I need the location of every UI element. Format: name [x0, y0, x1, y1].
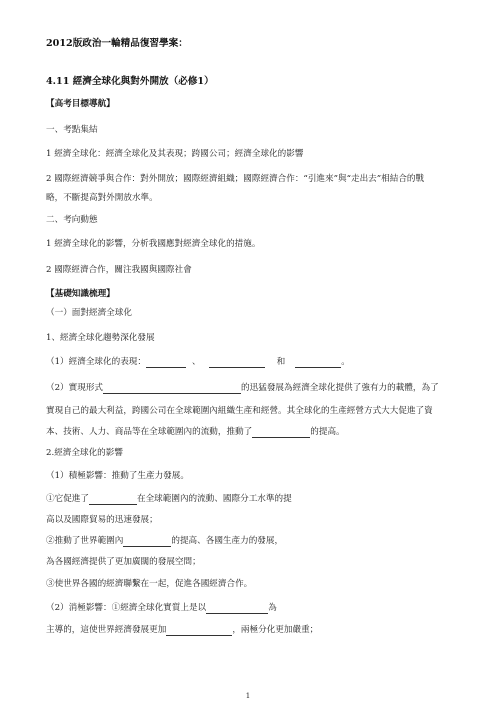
text-fragment: 的提高。 [310, 427, 345, 437]
text-shixian-3 [46, 426, 452, 438]
text-fragment: 主導的，這使世界經濟發展更加 [46, 625, 167, 635]
text-jiji-2 [46, 535, 452, 547]
fill-blank[interactable] [209, 358, 265, 368]
text-fragment: ②推動了世界範圍內 [46, 536, 124, 546]
text-fragment: 的迅猛發展為經濟全球化提供了強有力的載體，為了 [241, 383, 439, 393]
text-jiji-2c: 為各國經濟提供了更加廣闊的發展空間； [46, 557, 201, 567]
text-jiji-1c: 高以及國際貿易的迅速發展； [46, 515, 158, 525]
section-header-jichu: 【基礎知識梳理】 [46, 289, 115, 299]
text-xiaoji-2 [46, 624, 452, 636]
text-fragment: （2）消極影響：①經濟全球化實質上是以 [46, 603, 207, 613]
text-fragment: 為 [268, 603, 277, 613]
text-kaoxiang-1: 1 經濟全球化的影響，分析我國應對經濟全球化的措施。 [46, 239, 261, 249]
fill-blank[interactable] [206, 604, 268, 614]
doc-subtitle: 4.11 經濟全球化與對外開放（必修1） [46, 76, 214, 87]
text-shixian [46, 382, 452, 394]
text-kaoxiang-2: 2 國際經濟合作，關注我國與國際社會 [46, 265, 192, 275]
text-kaodian: 一、考點集結 [46, 125, 98, 135]
page-number: 1 [245, 692, 251, 700]
text-fragment: （1）經濟全球化的表現： [46, 357, 146, 367]
section-header-kaogang: 【高考目標導航】 [46, 99, 115, 109]
text-fragment: 和 [276, 357, 286, 367]
text-kaoxiang: 二、考向動態 [46, 215, 98, 225]
text-shixian-2: 實現自己的最大利益，跨國公司在全球範圍內組織生產和經營。其全球化的生產經營方式大大促進了資 [46, 406, 433, 416]
fill-blank[interactable] [146, 358, 186, 368]
fill-blank[interactable] [252, 428, 310, 438]
text-qushi: 1、經濟全球化趨勢深化發展 [46, 333, 155, 343]
text-fragment: （2）實現形式 [46, 383, 104, 393]
text-kaodian-2b: 略，不斷提高對外開放水準。 [46, 193, 158, 203]
text-xiaoji [46, 602, 452, 614]
text-fragment: 本、技術、人力、商品等在全球範圍內的流動，推動了 [46, 427, 253, 437]
fill-blank[interactable] [89, 495, 137, 505]
text-yingxiang: 2.經濟全球化的影響 [46, 448, 123, 458]
text-kaodian-1: 1 經濟全球化：經濟全球化及其表現；跨國公司；經濟全球化的影響 [46, 149, 304, 159]
text-fragment: 。 [341, 357, 350, 367]
text-fragment: 的提高、各國生產力的發展， [171, 536, 284, 546]
fill-blank[interactable] [103, 384, 241, 394]
doc-title: 2012版政治一輪精品復習學案： [46, 38, 188, 49]
fill-blank[interactable] [166, 626, 232, 636]
text-biaoxian [46, 356, 452, 368]
text-fragment: ，兩極分化更加嚴重； [232, 625, 319, 635]
text-jiji-3: ③使世界各國的經濟聯繫在一起，促進各國經濟合作。 [46, 579, 253, 589]
text-jiji-1 [46, 493, 452, 505]
text-jiji: （1）積極影響：推動了生產力發展。 [46, 471, 189, 481]
fill-blank[interactable] [123, 537, 171, 547]
text-fragment: 在全球範圍內的流動、國際分工水準的提 [136, 494, 292, 504]
text-mianxiang: （一）面對經濟全球化 [46, 308, 132, 318]
text-fragment: 、 [192, 357, 201, 367]
fill-blank[interactable] [295, 358, 341, 368]
text-kaodian-2a: 2 國際經濟競爭與合作：對外開放；國際經濟組織；國際經濟合作：“引進來”與“走出去”相結合的戰 [46, 174, 425, 184]
text-fragment: ①它促進了 [46, 494, 89, 504]
